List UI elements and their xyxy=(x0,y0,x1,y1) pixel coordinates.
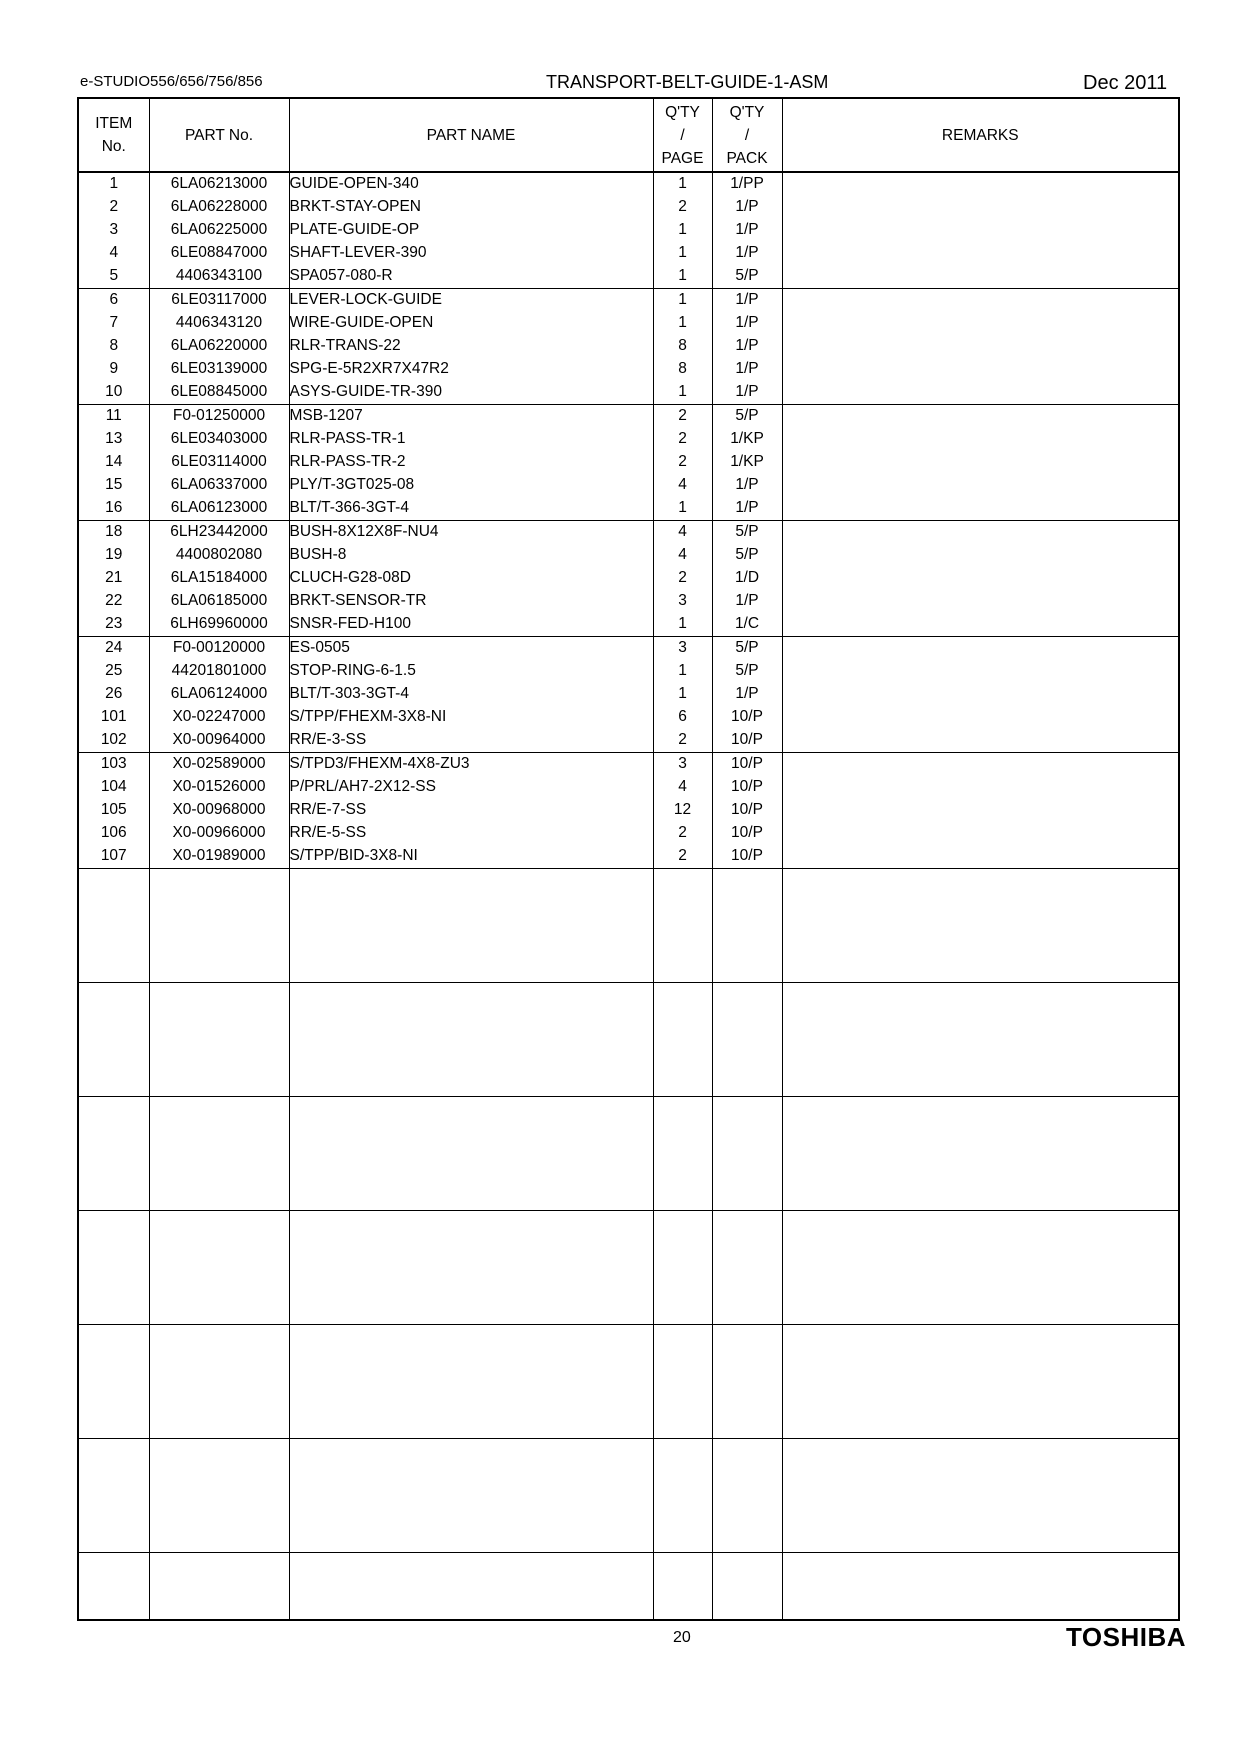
item-no-cell: 103 xyxy=(78,753,149,777)
empty-row xyxy=(78,1097,1179,1211)
qty-page-cell: 3 xyxy=(653,637,712,661)
part-name-cell: S/TPD3/FHEXM-4X8-ZU3 xyxy=(289,753,653,777)
item-no-cell: 105 xyxy=(78,799,149,822)
item-no-cell: 19 xyxy=(78,544,149,567)
part-no-cell: 6LA06124000 xyxy=(149,683,289,706)
part-name-cell: P/PRL/AH7-2X12-SS xyxy=(289,776,653,799)
parts-table-body xyxy=(78,172,1179,1620)
item-no-cell: 10 xyxy=(78,381,149,405)
item-no-cell: 16 xyxy=(78,497,149,521)
item-no-cell: 14 xyxy=(78,451,149,474)
remarks-cell xyxy=(782,242,1179,265)
item-no-cell: 101 xyxy=(78,706,149,729)
qty-page-cell: 8 xyxy=(653,335,712,358)
qty-page-cell: 4 xyxy=(653,544,712,567)
qty-pack-cell: 10/P xyxy=(712,845,782,869)
qty-pack-cell: 5/P xyxy=(712,544,782,567)
empty-cell xyxy=(149,869,289,983)
part-no-cell: X0-01989000 xyxy=(149,845,289,869)
part-no-cell: X0-01526000 xyxy=(149,776,289,799)
empty-cell xyxy=(289,983,653,1097)
column-header-qty-page xyxy=(653,98,712,172)
empty-cell xyxy=(782,1325,1179,1439)
empty-cell xyxy=(712,1439,782,1553)
empty-cell xyxy=(712,1097,782,1211)
part-no-cell: X0-02589000 xyxy=(149,753,289,777)
table-row xyxy=(78,289,1179,313)
part-name-cell: PLATE-GUIDE-OP xyxy=(289,219,653,242)
empty-cell xyxy=(782,983,1179,1097)
qty-pack-cell: 1/C xyxy=(712,613,782,637)
part-name-cell: BLT/T-366-3GT-4 xyxy=(289,497,653,521)
table-row xyxy=(78,521,1179,545)
empty-cell xyxy=(782,1553,1179,1621)
empty-cell xyxy=(149,1211,289,1325)
item-no-cell: 15 xyxy=(78,474,149,497)
remarks-cell xyxy=(782,381,1179,405)
empty-cell xyxy=(653,1097,712,1211)
remarks-cell xyxy=(782,706,1179,729)
qty-pack-cell: 1/P xyxy=(712,219,782,242)
table-row xyxy=(78,776,1179,799)
item-no-cell: 104 xyxy=(78,776,149,799)
qty-pack-header-line-1: Q'TY xyxy=(729,103,765,121)
part-no-cell: 4406343120 xyxy=(149,312,289,335)
qty-page-cell: 1 xyxy=(653,312,712,335)
empty-cell xyxy=(782,1439,1179,1553)
empty-cell xyxy=(653,1553,712,1621)
page-title: TRANSPORT-BELT-GUIDE-1-ASM xyxy=(546,72,829,92)
qty-page-cell: 1 xyxy=(653,683,712,706)
item-no-cell: 23 xyxy=(78,613,149,637)
remarks-cell xyxy=(782,289,1179,313)
qty-pack-cell: 1/P xyxy=(712,474,782,497)
qty-page-cell: 2 xyxy=(653,405,712,429)
remarks-cell xyxy=(782,683,1179,706)
item-no-cell: 11 xyxy=(78,405,149,429)
table-row xyxy=(78,358,1179,381)
empty-cell xyxy=(653,1325,712,1439)
empty-cell xyxy=(289,1325,653,1439)
column-header-qty-pack xyxy=(712,98,782,172)
remarks-cell xyxy=(782,567,1179,590)
qty-pack-cell: 1/D xyxy=(712,567,782,590)
table-row xyxy=(78,845,1179,869)
qty-pack-cell: 1/PP xyxy=(712,172,782,196)
part-name-cell: LEVER-LOCK-GUIDE xyxy=(289,289,653,313)
qty-pack-cell: 1/P xyxy=(712,381,782,405)
item-no-cell: 107 xyxy=(78,845,149,869)
empty-cell xyxy=(782,869,1179,983)
qty-pack-cell: 1/P xyxy=(712,312,782,335)
empty-cell xyxy=(712,983,782,1097)
item-no-cell: 2 xyxy=(78,196,149,219)
qty-pack-cell: 1/P xyxy=(712,358,782,381)
qty-page-cell: 1 xyxy=(653,265,712,289)
empty-cell xyxy=(653,1439,712,1553)
item-no-cell: 106 xyxy=(78,822,149,845)
brand-logo: TOSHIBA xyxy=(1066,1622,1187,1652)
part-name-cell: S/TPP/FHEXM-3X8-NI xyxy=(289,706,653,729)
empty-row xyxy=(78,1439,1179,1553)
item-header-line-2: No. xyxy=(101,138,126,155)
part-name-cell: RR/E-3-SS xyxy=(289,729,653,753)
remarks-cell xyxy=(782,405,1179,429)
item-no-cell: 13 xyxy=(78,428,149,451)
qty-pack-cell: 1/KP xyxy=(712,428,782,451)
part-no-cell: F0-01250000 xyxy=(149,405,289,429)
empty-cell xyxy=(653,869,712,983)
qty-pack-cell: 10/P xyxy=(712,729,782,753)
qty-pack-cell: 5/P xyxy=(712,265,782,289)
item-no-cell: 6 xyxy=(78,289,149,313)
part-name-cell: BRKT-STAY-OPEN xyxy=(289,196,653,219)
part-name-cell: BUSH-8 xyxy=(289,544,653,567)
column-header-part-name: PART NAME xyxy=(289,98,653,172)
empty-cell xyxy=(289,1439,653,1553)
qty-page-cell: 2 xyxy=(653,567,712,590)
qty-page-cell: 1 xyxy=(653,381,712,405)
empty-cell xyxy=(653,983,712,1097)
part-name-cell: RLR-PASS-TR-2 xyxy=(289,451,653,474)
empty-cell xyxy=(149,1439,289,1553)
table-row xyxy=(78,567,1179,590)
qty-page-cell: 2 xyxy=(653,822,712,845)
table-row xyxy=(78,497,1179,521)
part-name-cell: SNSR-FED-H100 xyxy=(289,613,653,637)
table-row xyxy=(78,381,1179,405)
part-no-cell: 6LA06185000 xyxy=(149,590,289,613)
part-name-cell: RLR-TRANS-22 xyxy=(289,335,653,358)
empty-cell xyxy=(78,1439,149,1553)
empty-cell xyxy=(289,1553,653,1621)
part-no-cell: 6LA06225000 xyxy=(149,219,289,242)
remarks-cell xyxy=(782,799,1179,822)
part-no-cell: 6LH23442000 xyxy=(149,521,289,545)
qty-pack-cell: 10/P xyxy=(712,776,782,799)
part-name-cell: GUIDE-OPEN-340 xyxy=(289,172,653,196)
part-no-cell: 6LE03117000 xyxy=(149,289,289,313)
table-row xyxy=(78,729,1179,753)
table-row xyxy=(78,822,1179,845)
qty-pack-cell: 5/P xyxy=(712,637,782,661)
table-row xyxy=(78,683,1179,706)
part-name-cell: ES-0505 xyxy=(289,637,653,661)
empty-cell xyxy=(712,1325,782,1439)
part-no-cell: 6LH69960000 xyxy=(149,613,289,637)
item-no-cell: 5 xyxy=(78,265,149,289)
qty-pack-cell: 1/KP xyxy=(712,451,782,474)
table-row xyxy=(78,335,1179,358)
part-no-cell: 4400802080 xyxy=(149,544,289,567)
qty-page-cell: 1 xyxy=(653,219,712,242)
part-no-cell: 6LE03114000 xyxy=(149,451,289,474)
remarks-cell xyxy=(782,637,1179,661)
empty-cell xyxy=(712,1553,782,1621)
remarks-cell xyxy=(782,729,1179,753)
part-name-cell: RR/E-7-SS xyxy=(289,799,653,822)
item-no-cell: 8 xyxy=(78,335,149,358)
item-no-cell: 3 xyxy=(78,219,149,242)
item-no-cell: 18 xyxy=(78,521,149,545)
part-no-cell: 6LE08845000 xyxy=(149,381,289,405)
remarks-cell xyxy=(782,219,1179,242)
part-no-cell: F0-00120000 xyxy=(149,637,289,661)
part-no-cell: 6LA06213000 xyxy=(149,172,289,196)
table-row xyxy=(78,799,1179,822)
empty-cell xyxy=(289,869,653,983)
empty-cell xyxy=(782,1211,1179,1325)
qty-page-cell: 4 xyxy=(653,776,712,799)
column-header-item-no xyxy=(78,98,149,172)
qty-page-cell: 1 xyxy=(653,497,712,521)
table-row xyxy=(78,405,1179,429)
part-name-cell: BUSH-8X12X8F-NU4 xyxy=(289,521,653,545)
table-row xyxy=(78,613,1179,637)
qty-pack-cell: 1/P xyxy=(712,289,782,313)
remarks-cell xyxy=(782,753,1179,777)
item-no-cell: 24 xyxy=(78,637,149,661)
part-name-cell: STOP-RING-6-1.5 xyxy=(289,660,653,683)
remarks-cell xyxy=(782,265,1179,289)
remarks-cell xyxy=(782,845,1179,869)
remarks-cell xyxy=(782,660,1179,683)
qty-page-cell: 2 xyxy=(653,729,712,753)
table-row xyxy=(78,312,1179,335)
table-row xyxy=(78,660,1179,683)
page-number: 20 xyxy=(673,1629,691,1646)
qty-page-cell: 3 xyxy=(653,753,712,777)
table-row xyxy=(78,544,1179,567)
qty-pack-cell: 5/P xyxy=(712,521,782,545)
part-no-cell: 6LA06220000 xyxy=(149,335,289,358)
part-name-cell: SHAFT-LEVER-390 xyxy=(289,242,653,265)
qty-page-header-line-2: / xyxy=(680,126,685,144)
part-name-cell: RR/E-5-SS xyxy=(289,822,653,845)
remarks-cell xyxy=(782,822,1179,845)
qty-pack-cell: 1/P xyxy=(712,335,782,358)
part-name-cell: SPA057-080-R xyxy=(289,265,653,289)
qty-pack-cell: 1/P xyxy=(712,590,782,613)
table-row xyxy=(78,451,1179,474)
empty-row xyxy=(78,869,1179,983)
qty-page-header-line-3: PAGE xyxy=(661,149,704,167)
item-no-cell: 1 xyxy=(78,172,149,196)
qty-pack-header-line-2: / xyxy=(744,126,750,144)
table-row xyxy=(78,242,1179,265)
part-no-cell: 6LE03403000 xyxy=(149,428,289,451)
qty-page-cell: 2 xyxy=(653,428,712,451)
table-row xyxy=(78,172,1179,196)
qty-pack-cell: 10/P xyxy=(712,799,782,822)
column-header-remarks: REMARKS xyxy=(782,98,1179,172)
part-no-cell: X0-00968000 xyxy=(149,799,289,822)
remarks-cell xyxy=(782,451,1179,474)
remarks-cell xyxy=(782,428,1179,451)
empty-cell xyxy=(78,1553,149,1621)
empty-cell xyxy=(289,1211,653,1325)
part-name-cell: WIRE-GUIDE-OPEN xyxy=(289,312,653,335)
qty-pack-cell: 10/P xyxy=(712,753,782,777)
revision-date: Dec 2011 xyxy=(1083,72,1168,94)
table-header-row xyxy=(78,98,1179,172)
qty-pack-cell: 1/P xyxy=(712,242,782,265)
empty-cell xyxy=(782,1097,1179,1211)
table-row xyxy=(78,753,1179,777)
part-no-cell: X0-00966000 xyxy=(149,822,289,845)
part-no-cell: 6LA06337000 xyxy=(149,474,289,497)
part-name-cell: BRKT-SENSOR-TR xyxy=(289,590,653,613)
qty-page-cell: 12 xyxy=(653,799,712,822)
empty-cell xyxy=(149,1097,289,1211)
item-no-cell: 102 xyxy=(78,729,149,753)
remarks-cell xyxy=(782,590,1179,613)
empty-row xyxy=(78,1553,1179,1621)
empty-cell xyxy=(712,869,782,983)
empty-cell xyxy=(78,1097,149,1211)
parts-table xyxy=(77,97,1180,1621)
item-no-cell: 25 xyxy=(78,660,149,683)
qty-page-cell: 1 xyxy=(653,613,712,637)
item-header-line-1: ITEM xyxy=(95,115,133,132)
part-name-cell: BLT/T-303-3GT-4 xyxy=(289,683,653,706)
table-row xyxy=(78,428,1179,451)
part-name-cell: PLY/T-3GT025-08 xyxy=(289,474,653,497)
empty-cell xyxy=(712,1211,782,1325)
qty-page-cell: 3 xyxy=(653,590,712,613)
remarks-cell xyxy=(782,613,1179,637)
empty-cell xyxy=(289,1097,653,1211)
qty-page-cell: 8 xyxy=(653,358,712,381)
remarks-cell xyxy=(782,474,1179,497)
empty-cell xyxy=(78,1325,149,1439)
item-no-cell: 26 xyxy=(78,683,149,706)
qty-pack-cell: 1/P xyxy=(712,196,782,219)
qty-page-cell: 1 xyxy=(653,660,712,683)
item-no-cell: 21 xyxy=(78,567,149,590)
part-name-cell: RLR-PASS-TR-1 xyxy=(289,428,653,451)
remarks-cell xyxy=(782,358,1179,381)
remarks-cell xyxy=(782,497,1179,521)
qty-page-cell: 4 xyxy=(653,474,712,497)
empty-cell xyxy=(149,983,289,1097)
qty-pack-cell: 10/P xyxy=(712,706,782,729)
qty-pack-header-line-3: PACK xyxy=(726,149,768,167)
table-row xyxy=(78,196,1179,219)
part-name-cell: S/TPP/BID-3X8-NI xyxy=(289,845,653,869)
part-no-cell: 6LE03139000 xyxy=(149,358,289,381)
part-no-cell: 4406343100 xyxy=(149,265,289,289)
remarks-cell xyxy=(782,196,1179,219)
empty-cell xyxy=(78,1211,149,1325)
qty-pack-cell: 1/P xyxy=(712,497,782,521)
qty-page-cell: 2 xyxy=(653,845,712,869)
item-no-cell: 4 xyxy=(78,242,149,265)
empty-cell xyxy=(149,1553,289,1621)
model-name: e-STUDIO556/656/756/856 xyxy=(80,73,263,90)
remarks-cell xyxy=(782,312,1179,335)
part-no-cell: 6LA06123000 xyxy=(149,497,289,521)
qty-pack-cell: 1/P xyxy=(712,683,782,706)
empty-row xyxy=(78,1325,1179,1439)
remarks-cell xyxy=(782,335,1179,358)
qty-page-cell: 6 xyxy=(653,706,712,729)
item-no-cell: 22 xyxy=(78,590,149,613)
qty-page-header-line-1: Q'TY xyxy=(665,103,700,121)
part-name-cell: SPG-E-5R2XR7X47R2 xyxy=(289,358,653,381)
empty-cell xyxy=(78,869,149,983)
column-header-part-no: PART No. xyxy=(149,98,289,172)
table-row xyxy=(78,637,1179,661)
part-no-cell: 6LA15184000 xyxy=(149,567,289,590)
table-row xyxy=(78,219,1179,242)
empty-row xyxy=(78,983,1179,1097)
part-no-cell: X0-00964000 xyxy=(149,729,289,753)
part-name-cell: CLUCH-G28-08D xyxy=(289,567,653,590)
qty-page-cell: 2 xyxy=(653,451,712,474)
remarks-cell xyxy=(782,776,1179,799)
empty-cell xyxy=(78,983,149,1097)
qty-pack-cell: 10/P xyxy=(712,822,782,845)
part-no-cell: X0-02247000 xyxy=(149,706,289,729)
item-no-cell: 9 xyxy=(78,358,149,381)
remarks-cell xyxy=(782,172,1179,196)
qty-page-cell: 2 xyxy=(653,196,712,219)
part-name-cell: MSB-1207 xyxy=(289,405,653,429)
qty-page-cell: 1 xyxy=(653,242,712,265)
part-no-cell: 44201801000 xyxy=(149,660,289,683)
qty-page-cell: 1 xyxy=(653,172,712,196)
table-row xyxy=(78,590,1179,613)
empty-cell xyxy=(653,1211,712,1325)
qty-page-cell: 4 xyxy=(653,521,712,545)
qty-page-cell: 1 xyxy=(653,289,712,313)
table-row xyxy=(78,474,1179,497)
empty-row xyxy=(78,1211,1179,1325)
qty-pack-cell: 5/P xyxy=(712,660,782,683)
table-row xyxy=(78,265,1179,289)
part-name-cell: ASYS-GUIDE-TR-390 xyxy=(289,381,653,405)
item-no-cell: 7 xyxy=(78,312,149,335)
qty-pack-cell: 5/P xyxy=(712,405,782,429)
empty-cell xyxy=(149,1325,289,1439)
part-no-cell: 6LE08847000 xyxy=(149,242,289,265)
part-no-cell: 6LA06228000 xyxy=(149,196,289,219)
table-row xyxy=(78,706,1179,729)
remarks-cell xyxy=(782,521,1179,545)
remarks-cell xyxy=(782,544,1179,567)
